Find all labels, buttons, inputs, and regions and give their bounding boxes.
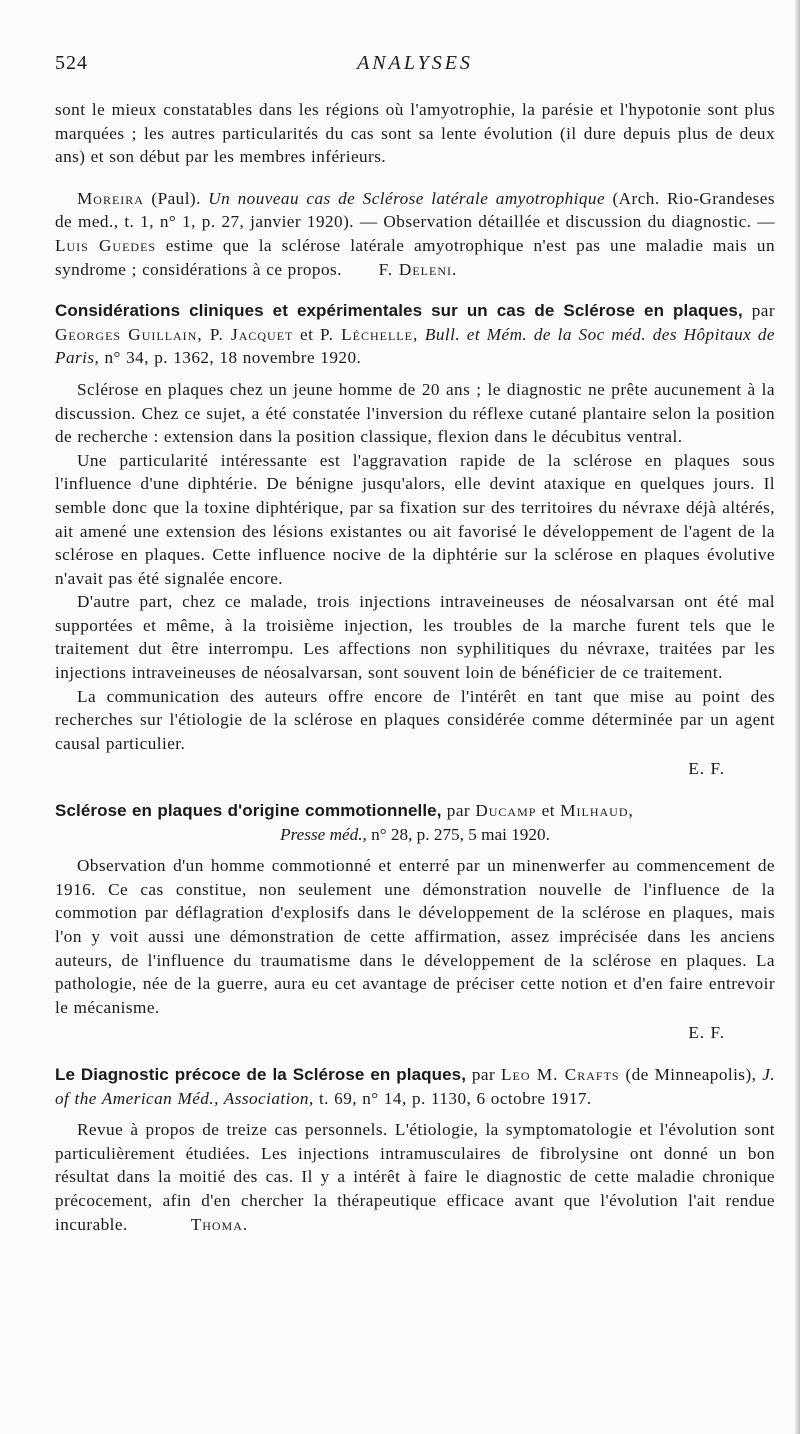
journal-source: Presse méd., bbox=[280, 824, 367, 844]
reviewer-signature: E. F. bbox=[688, 1023, 725, 1043]
author-name: Leo M. Crafts bbox=[500, 1064, 620, 1084]
scan-edge-shadow bbox=[794, 0, 800, 1434]
review-moreira bbox=[55, 187, 775, 281]
article-title: Le Diagnostic précoce de la Sclérose en plaques, bbox=[55, 1064, 467, 1084]
page-header bbox=[55, 52, 775, 84]
par-word: par bbox=[471, 1064, 496, 1084]
commotionnelle-heading bbox=[55, 799, 775, 823]
reviewer-signature: F. Deleni. bbox=[378, 259, 458, 279]
moreira-paragraph bbox=[55, 187, 775, 281]
review-text: (Arch. Rio-Grandeses de med., t. 1, n° 1, p. 27, janvier 1920). — Observation détaillée et discussion du diagnostic. — bbox=[55, 188, 776, 232]
journal-source: J. of the American Méd., Association, bbox=[55, 1064, 776, 1108]
article-title: Sclérose en plaques d'origine commotionnelle, bbox=[55, 801, 442, 821]
author-first-name: (Paul). bbox=[151, 188, 201, 208]
author-location: (de Minneapolis), bbox=[625, 1064, 757, 1084]
review-considerations bbox=[55, 299, 775, 781]
body-paragraph bbox=[55, 1118, 775, 1236]
intro-paragraph: sont le mieux constatables dans les régions où l'amyotrophie, la parésie et l'hypotonie sont plus marquées ; les autres particularités du cas sont sa lente évolution (il dure depuis plus de deux ans) et son début par les membres inférieurs. bbox=[55, 100, 775, 167]
author-name: Moreira bbox=[77, 188, 144, 208]
author-last: P. Léchelle, bbox=[319, 324, 419, 344]
author-last: Milhaud, bbox=[560, 801, 634, 821]
body-paragraph: Sclérose en plaques chez un jeune homme de 20 ans ; le diagnostic ne prête aucunement à la discussion. Chez ce sujet, a été constatée l'inversion du réflexe cutané plantaire selon la position de recherche : extension dans la position classique, flexion dans le décubitus ventral. bbox=[55, 379, 775, 447]
review-diagnostic bbox=[55, 1063, 775, 1236]
et-word: et bbox=[300, 324, 314, 344]
reviewer-signature: Thoma. bbox=[190, 1214, 249, 1234]
journal-reference: t. 69, n° 14, p. 1130, 6 octobre 1917. bbox=[318, 1088, 592, 1108]
par-word: par bbox=[446, 801, 471, 821]
article-title: Un nouveau cas de Sclérose latérale amyotrophique bbox=[208, 188, 606, 208]
diagnostic-heading bbox=[55, 1063, 775, 1110]
body-paragraph: La communication des auteurs offre encore de l'intérêt en tant que mise au point des recherches sur l'étiologie de la sclérose en plaques considérée comme déterminée par un agent causal particulier. bbox=[55, 686, 775, 753]
body-text: Revue à propos de treize cas personnels. L'étiologie, la symptomatologie et l'évolution sont particulièrement étudiées. Les injections intramusculaires de fibrolysine ont donné un bon résultat dans la moitié des cas. Il y a intérêt à faire le diagnostic de cette maladie chronique précocement, afin d'en chercher la thérapeutique efficace avant que l'évolution l'ait rendue incurable. bbox=[55, 1120, 775, 1234]
journal-reference: n° 34, p. 1362, 18 novembre 1920. bbox=[104, 348, 362, 368]
body-paragraph: Observation d'un homme commotionné et enterré par un minenwerfer au commencement de 1916. Ce cas constitue, non seulement une démonstration nouvelle de l'influence de la commotion par déflagration d'explosifs dans le développement de la sclérose en plaques, mais l'on y voit aussi une démonstration de cette affirmation, assez imprécisée dans les anciens auteurs, de l'influence du traumatisme dans le développement de la sclérose en plaques. La pathologie, née de la guerre, aura eu cet avantage de préciser cette notion et d'en faire entrevoir le mécanisme. bbox=[55, 856, 775, 1017]
authors-names: Ducamp bbox=[475, 801, 537, 821]
body-paragraph: Une particularité intéressante est l'aggravation rapide de la sclérose en plaques sous l'influence d'une diphtérie. De bénigne jusqu'alors, elle devint ataxique en quelques jours. Il semble donc que la toxine diphtérique, par sa fixation sur des territoires du névraxe déjà altérés, ait amené une extension des lésions existantes ou ait favorisé le développement de l'agent de la sclérose en plaques. Cette influence nocive de la diphtérie sur la sclérose en plaques évolutive n'avait pas été signalée encore. bbox=[55, 450, 775, 588]
reviewer-signature: E. F. bbox=[688, 759, 725, 779]
article-title: Considérations cliniques et expérimentales sur un cas de Sclérose en plaques, bbox=[55, 301, 743, 321]
review-commotionnelle bbox=[55, 799, 775, 1045]
page-number: 524 bbox=[55, 52, 88, 74]
par-word: par bbox=[751, 301, 775, 321]
considerations-heading bbox=[55, 299, 775, 370]
running-head: ANALYSES bbox=[357, 52, 473, 74]
journal-page bbox=[55, 52, 775, 1236]
authors-names: Georges Guillain, P. Jacquet bbox=[55, 324, 294, 344]
review-text: estime que la sclérose latérale amyotrophique n'est pas une maladie mais un syndrome ; considérations à ce propos. bbox=[55, 235, 775, 279]
critic-name: Luis Guedes bbox=[55, 235, 157, 255]
journal-line bbox=[55, 823, 775, 847]
journal-reference: n° 28, p. 275, 5 mai 1920. bbox=[371, 824, 550, 844]
body-paragraph: D'autre part, chez ce malade, trois injections intraveineuses de néosalvarsan ont été mal supportées et même, à la troisième injection, les troubles de la marche furent tels que le traitement dut être interrompu. Les affections non syphilitiques du névraxe, traitées par les injections intraveineuses de néosalvarsan, sont souvent loin de bénéficier de ce traitement. bbox=[55, 592, 775, 683]
et-word: et bbox=[541, 801, 555, 821]
journal-source: Bull. et Mém. de la Soc méd. des Hôpitaux de Paris, bbox=[55, 324, 775, 368]
